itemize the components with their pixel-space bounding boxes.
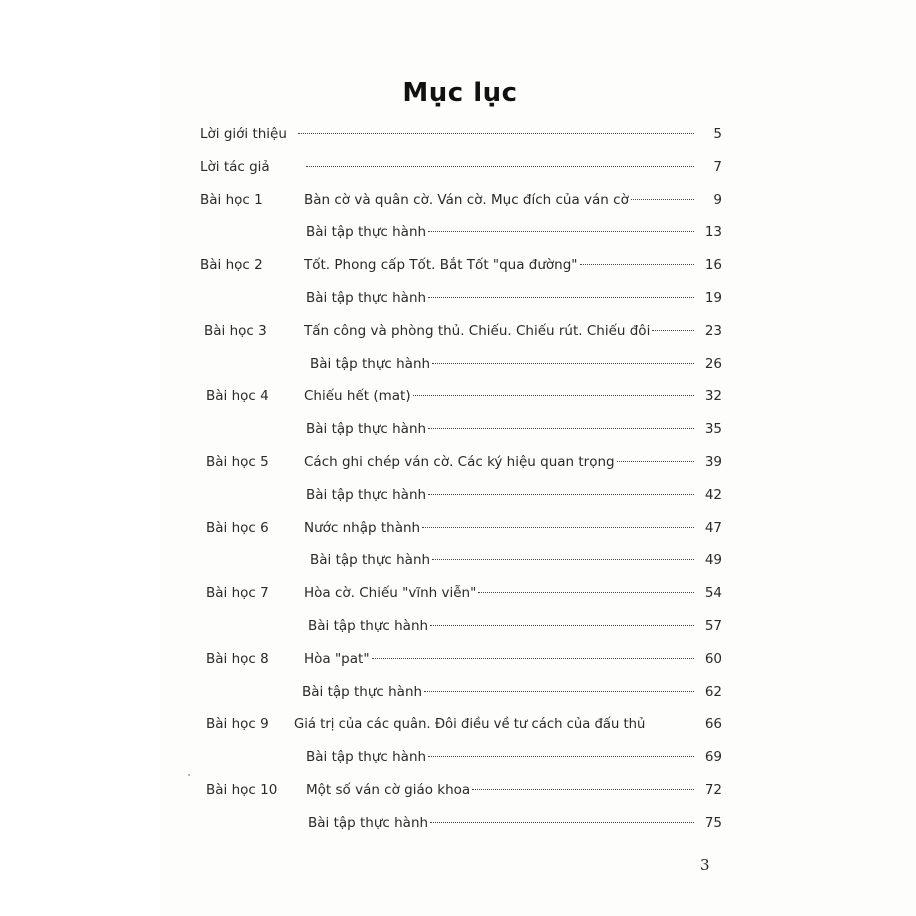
toc-page-number: 26 bbox=[704, 355, 722, 372]
toc-lesson-label: Bài học 7 bbox=[206, 585, 269, 602]
dot-leader bbox=[413, 395, 694, 396]
dot-leader bbox=[432, 559, 694, 560]
toc-entry-title: Hòa cờ. Chiếu "vĩnh viễn" bbox=[304, 585, 477, 602]
toc-lesson-label: Bài học 5 bbox=[206, 453, 269, 470]
toc-entry bbox=[304, 452, 722, 472]
toc-entry bbox=[304, 255, 722, 275]
toc-entry-title: Bài tập thực hành bbox=[306, 421, 427, 438]
toc-row bbox=[200, 255, 722, 288]
toc-page-number: 57 bbox=[704, 617, 722, 634]
toc-lesson-label: Bài học 10 bbox=[206, 781, 278, 798]
dot-leader bbox=[428, 756, 694, 757]
toc-entry-title: Bài tập thực hành bbox=[306, 289, 427, 306]
toc-entry bbox=[308, 813, 722, 833]
toc-page-number: 16 bbox=[704, 257, 722, 274]
toc-page-number: 66 bbox=[704, 716, 722, 733]
dot-leader bbox=[472, 789, 694, 790]
toc-page-number: 7 bbox=[713, 158, 722, 175]
toc-page-number: 9 bbox=[713, 191, 722, 208]
toc-entry bbox=[304, 649, 722, 669]
toc-entry bbox=[310, 354, 722, 374]
toc-entry bbox=[308, 616, 722, 636]
toc-entry-title: Chiếu hết (mat) bbox=[304, 388, 411, 405]
toc-page-number: 13 bbox=[704, 224, 722, 241]
toc-entry bbox=[304, 583, 722, 603]
toc-entry bbox=[304, 321, 722, 341]
toc-row bbox=[200, 321, 722, 354]
dot-leader bbox=[652, 330, 694, 331]
toc-page-number: 23 bbox=[704, 322, 722, 339]
toc-entry-title: Bàn cờ và quân cờ. Ván cờ. Mục đích của ván cờ bbox=[304, 191, 629, 208]
toc-entry-title: Bài tập thực hành bbox=[306, 224, 427, 241]
toc-row bbox=[200, 190, 722, 223]
toc-page-number: 5 bbox=[713, 126, 722, 142]
toc-row bbox=[200, 518, 722, 551]
toc-entry bbox=[304, 386, 722, 406]
book-page bbox=[160, 0, 916, 916]
toc-lesson-label: Lời tác giả bbox=[200, 158, 270, 175]
toc-page-number: 69 bbox=[704, 749, 722, 766]
toc-row bbox=[200, 682, 722, 715]
toc-entry bbox=[306, 747, 722, 767]
toc-row bbox=[200, 714, 722, 747]
toc-entry bbox=[306, 780, 722, 800]
toc-lesson-label: Lời giới thiệu bbox=[200, 126, 287, 142]
toc-entry-title: Một số ván cờ giáo khoa bbox=[306, 781, 471, 798]
dot-leader bbox=[428, 297, 694, 298]
toc-row bbox=[200, 813, 722, 846]
toc-entry-title: Bài tập thực hành bbox=[306, 486, 427, 503]
toc-row bbox=[200, 419, 722, 452]
toc-entry-title: Giá trị của các quân. Đôi điều về tư cách của đấu thủ bbox=[294, 717, 646, 733]
toc-entry-title: Cách ghi chép ván cờ. Các ký hiệu quan trọng bbox=[304, 453, 615, 470]
dot-leader bbox=[631, 199, 694, 200]
paper-speck bbox=[188, 774, 190, 776]
dot-leader bbox=[580, 264, 694, 265]
toc-lesson-label: Bài học 4 bbox=[206, 388, 269, 405]
page-number: 3 bbox=[700, 856, 710, 874]
toc-page-number: 60 bbox=[704, 650, 722, 667]
toc-lesson-label: Bài học 3 bbox=[204, 322, 267, 339]
toc-entry-title: Tấn công và phòng thủ. Chiếu. Chiếu rút. Chiếu đôi bbox=[304, 322, 651, 339]
toc-entry bbox=[302, 682, 722, 702]
toc-entry bbox=[306, 288, 722, 308]
toc-row bbox=[200, 485, 722, 518]
toc-entry bbox=[294, 714, 722, 735]
toc-page-number: 54 bbox=[704, 585, 722, 602]
toc-row bbox=[200, 452, 722, 485]
toc-row bbox=[200, 124, 722, 157]
toc-page-number: 62 bbox=[704, 683, 722, 700]
toc-entry-title: Bài tập thực hành bbox=[310, 355, 431, 372]
toc-lesson-label: Bài học 2 bbox=[200, 257, 263, 274]
table-of-contents bbox=[200, 124, 722, 846]
dot-leader bbox=[372, 658, 694, 659]
dot-leader bbox=[430, 625, 694, 626]
toc-lesson-label: Bài học 1 bbox=[200, 191, 263, 208]
toc-page-number: 72 bbox=[704, 781, 722, 798]
toc-page-number: 35 bbox=[704, 421, 722, 438]
dot-leader bbox=[428, 494, 694, 495]
toc-page-number: 47 bbox=[704, 519, 722, 536]
dot-leader bbox=[428, 231, 694, 232]
toc-entry-title: Hòa "pat" bbox=[304, 650, 370, 667]
toc-entry-title: Bài tập thực hành bbox=[302, 683, 423, 700]
dot-leader bbox=[298, 133, 694, 134]
toc-entry bbox=[304, 518, 722, 538]
dot-leader bbox=[432, 363, 694, 364]
toc-row bbox=[200, 616, 722, 649]
dot-leader bbox=[422, 527, 694, 528]
toc-entry-title: Bài tập thực hành bbox=[308, 814, 429, 831]
toc-row bbox=[200, 157, 722, 190]
toc-page-number: 32 bbox=[704, 388, 722, 405]
toc-entry bbox=[304, 157, 722, 177]
toc-entry bbox=[306, 485, 722, 505]
dot-leader bbox=[430, 822, 694, 823]
toc-page-number: 39 bbox=[704, 453, 722, 470]
toc-entry-title: Nước nhập thành bbox=[304, 519, 421, 536]
toc-page-number: 75 bbox=[704, 814, 722, 831]
toc-entry-title: Bài tập thực hành bbox=[306, 749, 427, 766]
toc-row bbox=[200, 583, 722, 616]
dot-leader bbox=[424, 691, 694, 692]
toc-entry-title: Tốt. Phong cấp Tốt. Bắt Tốt "qua đường" bbox=[304, 257, 578, 274]
dot-leader bbox=[428, 428, 694, 429]
dot-leader bbox=[306, 166, 694, 167]
toc-page-number: 49 bbox=[704, 552, 722, 569]
toc-row bbox=[200, 288, 722, 321]
toc-entry-title: Bài tập thực hành bbox=[308, 617, 429, 634]
toc-lesson-label: Bài học 9 bbox=[206, 716, 269, 733]
toc-entry bbox=[296, 124, 722, 144]
toc-lesson-label: Bài học 6 bbox=[206, 519, 269, 536]
toc-row bbox=[200, 780, 722, 813]
toc-entry bbox=[306, 419, 722, 439]
toc-page-number: 42 bbox=[704, 486, 722, 503]
dot-leader bbox=[617, 461, 694, 462]
toc-lesson-label: Bài học 8 bbox=[206, 650, 269, 667]
toc-row bbox=[200, 354, 722, 387]
toc-entry bbox=[306, 222, 722, 242]
toc-row bbox=[200, 747, 722, 780]
page-title: Mục lục bbox=[402, 78, 518, 108]
toc-entry-title: Bài tập thực hành bbox=[310, 552, 431, 569]
toc-row bbox=[200, 222, 722, 255]
toc-row bbox=[200, 649, 722, 682]
toc-row bbox=[200, 550, 722, 583]
toc-page-number: 19 bbox=[704, 289, 722, 306]
toc-entry bbox=[304, 190, 722, 210]
dot-leader bbox=[478, 592, 694, 593]
toc-entry bbox=[310, 550, 722, 570]
toc-row bbox=[200, 386, 722, 419]
